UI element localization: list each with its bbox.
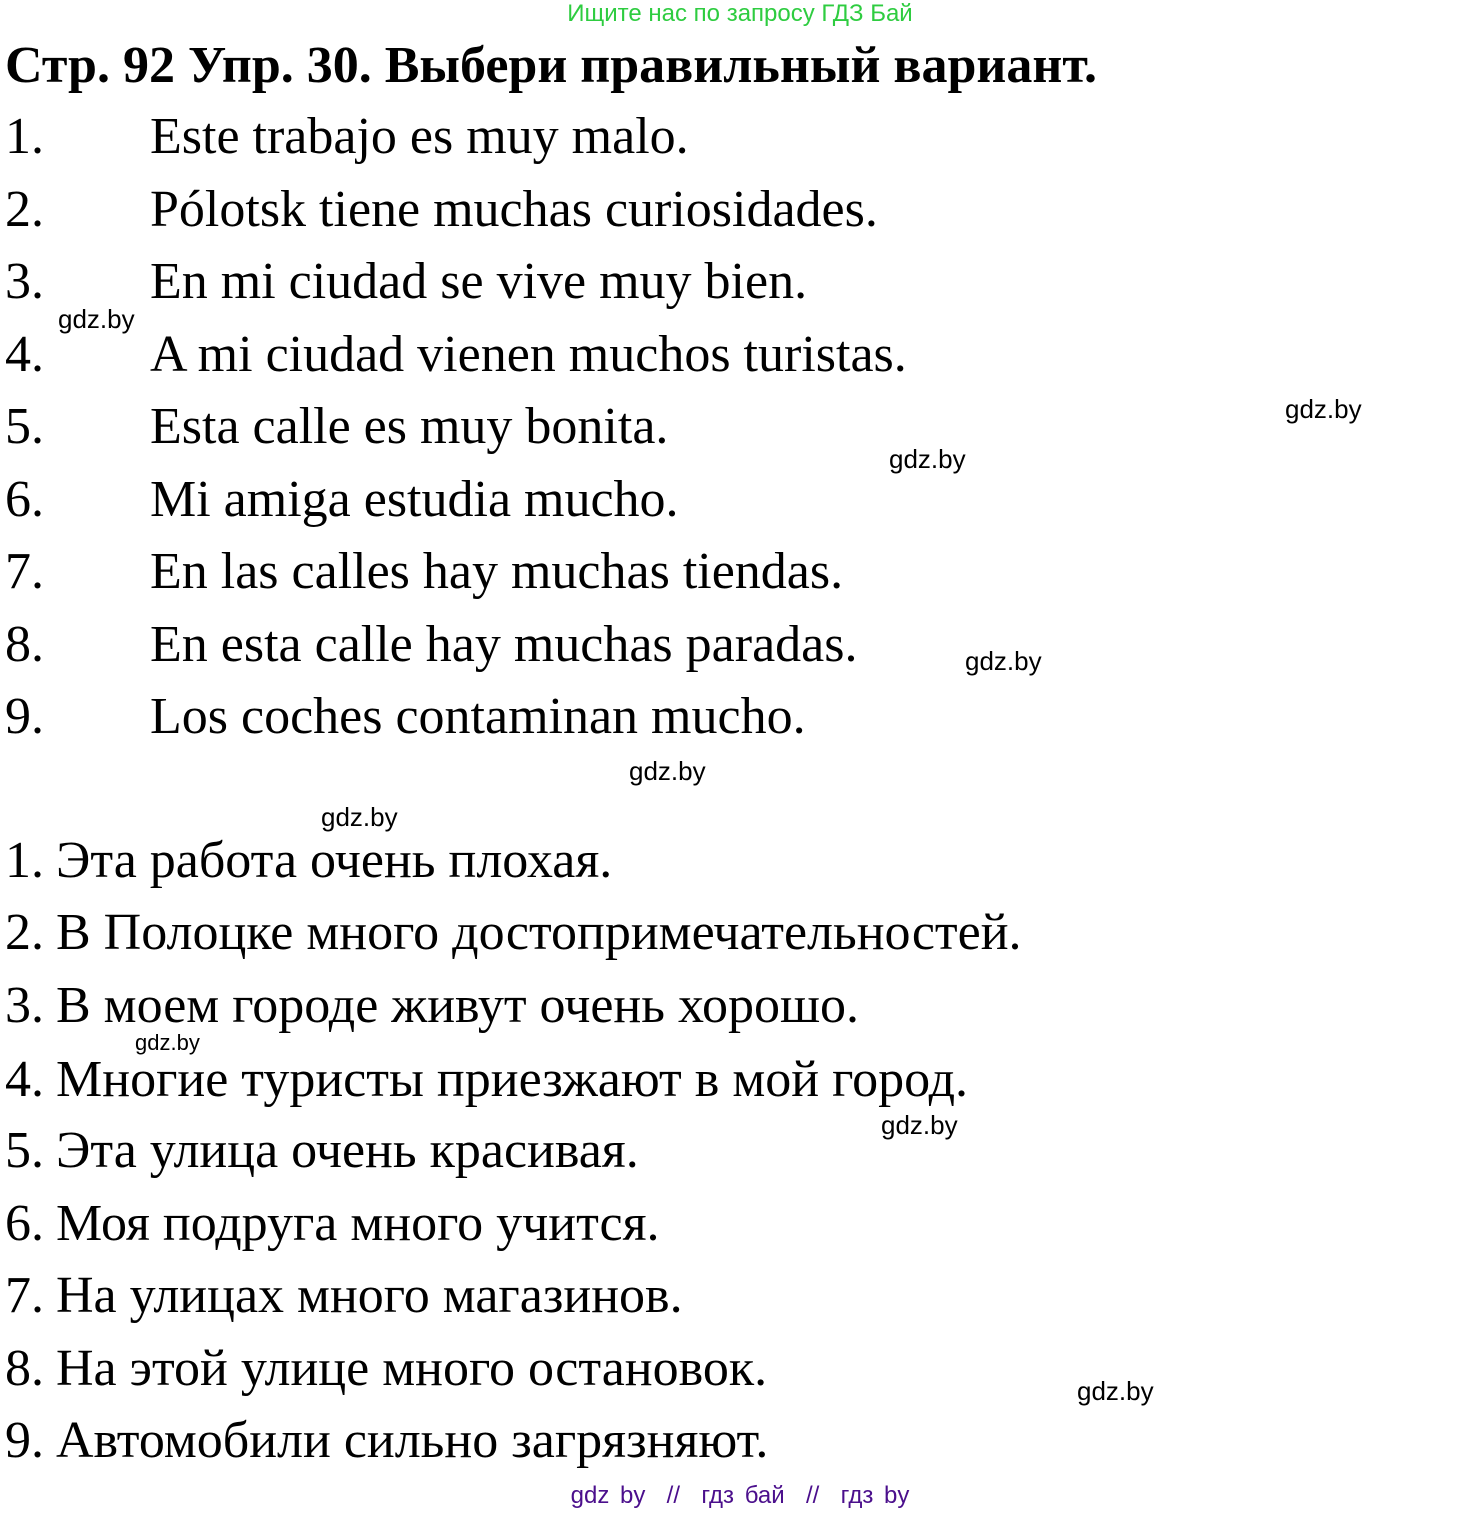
spanish-line (5, 543, 844, 600)
line-text: Este trabajo es muy malo. (150, 108, 689, 165)
line-text: En las calles hay muchas tiendas. (150, 543, 844, 600)
line-number: 6. (5, 471, 44, 528)
russian-line (5, 1051, 969, 1108)
line-text: Esta calle es muy bonita. (150, 398, 669, 455)
watermark: gdz.by (965, 646, 1042, 676)
line-number: 6. (5, 1195, 44, 1252)
line-text: En mi ciudad se vive muy bien. (150, 253, 808, 310)
line-number: 5. (5, 398, 44, 455)
watermark: gdz.by (321, 802, 398, 832)
russian-line (5, 1412, 769, 1469)
watermark: gdz.by (58, 304, 135, 334)
line-text: В Полоцке много достопримечательностей. (56, 904, 1022, 961)
line-text: Pólotsk tiene muchas curiosidades. (150, 181, 878, 238)
line-text: Los coches contaminan mucho. (150, 688, 806, 745)
spanish-line (5, 616, 858, 673)
footer-watermark: gdz by // гдз бай // гдз by (570, 1482, 910, 1509)
watermark: gdz.by (881, 1110, 958, 1140)
spanish-line (5, 326, 907, 383)
spanish-line (5, 253, 808, 310)
spanish-line (5, 108, 689, 165)
russian-line (5, 832, 613, 889)
watermark: gdz.by (629, 756, 706, 786)
line-number: 7. (5, 543, 44, 600)
russian-line (5, 1122, 639, 1179)
search-banner: Ищите нас по запросу ГДЗ Бай (567, 0, 913, 27)
page-title: Стр. 92 Упр. 30. Выбери правильный вариант. (5, 37, 1097, 94)
line-number: 8. (5, 616, 44, 673)
line-text: В моем городе живут очень хорошо. (56, 977, 860, 1034)
line-number: 7. (5, 1267, 44, 1324)
line-number: 4. (5, 326, 44, 383)
line-number: 9. (5, 1412, 44, 1469)
line-text: Mi amiga estudia mucho. (150, 471, 679, 528)
russian-line (5, 1267, 683, 1324)
watermark: gdz.by (135, 1030, 200, 1055)
russian-line (5, 904, 1022, 961)
line-number: 1. (5, 108, 44, 165)
watermark: gdz.by (889, 444, 966, 474)
russian-line (5, 1340, 768, 1397)
line-text: На этой улице много остановок. (56, 1340, 768, 1397)
line-number: 3. (5, 977, 44, 1034)
spanish-line (5, 398, 669, 455)
line-text: Эта работа очень плохая. (56, 832, 613, 889)
line-number: 5. (5, 1122, 44, 1179)
watermark: gdz.by (1077, 1376, 1154, 1406)
line-number: 2. (5, 904, 44, 961)
line-number: 2. (5, 181, 44, 238)
line-text: En esta calle hay muchas paradas. (150, 616, 858, 673)
watermark: gdz.by (1285, 394, 1362, 424)
line-text: Многие туристы приезжают в мой город. (56, 1051, 969, 1108)
line-text: Моя подруга много учится. (56, 1195, 660, 1252)
line-text: Автомобили сильно загрязняют. (56, 1412, 769, 1469)
spanish-line (5, 688, 806, 745)
line-number: 4. (5, 1051, 44, 1108)
line-text: A mi ciudad vienen muchos turistas. (150, 326, 907, 383)
line-text: На улицах много магазинов. (56, 1267, 683, 1324)
line-number: 8. (5, 1340, 44, 1397)
line-text: Эта улица очень красивая. (56, 1122, 639, 1179)
line-number: 9. (5, 688, 44, 745)
russian-line (5, 1195, 660, 1252)
spanish-line (5, 471, 679, 528)
line-number: 3. (5, 253, 44, 310)
russian-line (5, 977, 860, 1034)
spanish-line (5, 181, 878, 238)
line-number: 1. (5, 832, 44, 889)
